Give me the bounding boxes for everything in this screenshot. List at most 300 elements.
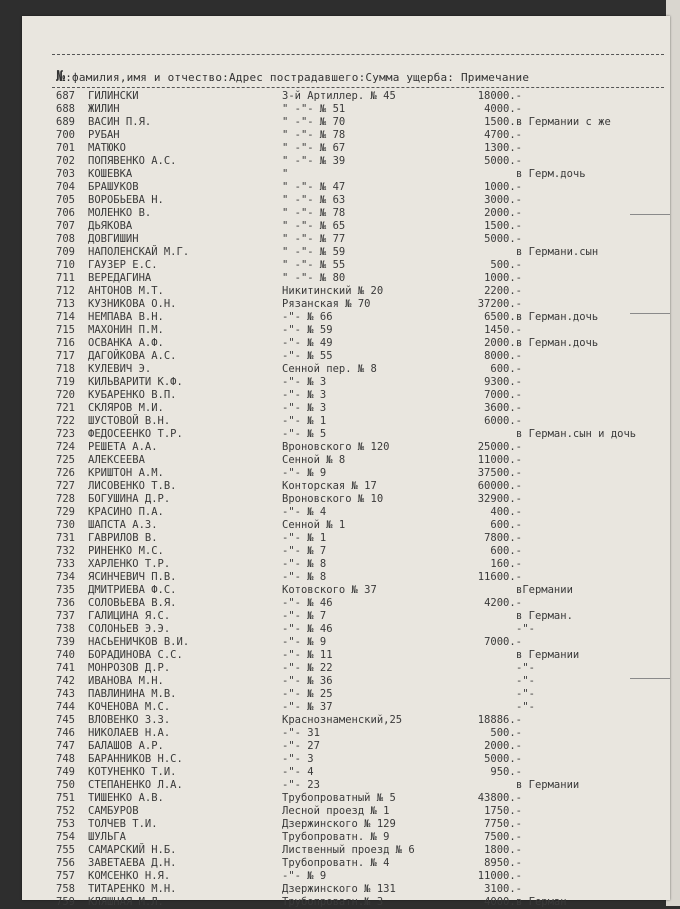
record-number: 726 — [56, 467, 75, 479]
record-name: СОЛОВЬЕВА В.Я. — [88, 597, 177, 609]
record-number: 735 — [56, 584, 75, 596]
record-amount: 1500.- — [484, 116, 522, 128]
record-number: 716 — [56, 337, 75, 349]
record-amount: 1300.- — [484, 142, 522, 154]
table-row — [54, 545, 668, 558]
table-row — [54, 298, 668, 311]
record-number: 756 — [56, 857, 75, 869]
record-name: ФЕДОСЕЕНКО Т.Р. — [88, 428, 183, 440]
table-row — [54, 623, 668, 636]
record-note: в Герман — [516, 896, 567, 908]
record-amount: 600.- — [490, 545, 522, 557]
record-name: НИКОЛАЕВ Н.А. — [88, 727, 171, 739]
record-note: -"- — [516, 662, 535, 674]
record-amount: 6500.- — [484, 311, 522, 323]
record-address: Трубопроватн.№ 3 — [282, 896, 384, 908]
header-num-sign: № — [56, 67, 66, 85]
record-address: -"- № 11 — [282, 649, 333, 661]
record-number: 687 — [56, 90, 75, 102]
record-number: 738 — [56, 623, 75, 635]
record-name: КОТУНЕНКО Т.И. — [88, 766, 177, 778]
record-name: ЗАВЕТАЕВА Д.Н. — [88, 857, 177, 869]
table-row — [54, 805, 668, 818]
record-amount: 7800.- — [484, 532, 522, 544]
record-note: в Германии — [516, 779, 580, 791]
table-row — [54, 454, 668, 467]
table-row — [54, 415, 668, 428]
table-row — [54, 740, 668, 753]
table-row — [54, 116, 668, 129]
record-name: САМАРСКИЙ Н.Б. — [88, 844, 177, 856]
record-address: Трубопроватн. № 9 — [282, 831, 390, 843]
table-row — [54, 90, 668, 103]
record-amount: 400.- — [490, 506, 522, 518]
table-row — [54, 870, 668, 883]
record-name: АЛЕКСЕЕВА — [88, 454, 145, 466]
record-number: 727 — [56, 480, 75, 492]
record-name: КРАСИНО П.А. — [88, 506, 164, 518]
record-number: 728 — [56, 493, 75, 505]
table-row — [54, 818, 668, 831]
record-note: -"- — [516, 688, 535, 700]
record-address: 3-й Артиллер. № 45 — [282, 90, 396, 102]
record-number: 745 — [56, 714, 75, 726]
record-address: " -"- № 47 — [282, 181, 346, 193]
record-amount: 1800.- — [484, 844, 522, 856]
record-number: 742 — [56, 675, 75, 687]
record-note: -"- — [516, 623, 535, 635]
header-columns: :фамилия,имя и отчество:Адрес пострадавшего:Сумма ущерба: Примечание — [65, 71, 530, 84]
record-number: 729 — [56, 506, 75, 518]
record-number: 737 — [56, 610, 75, 622]
record-amount: 60000.- — [477, 480, 522, 492]
table-row — [54, 831, 668, 844]
table-row — [54, 844, 668, 857]
table-row — [54, 233, 668, 246]
binding-mark — [630, 678, 670, 679]
table-row — [54, 467, 668, 480]
record-number: 701 — [56, 142, 75, 154]
record-name: ИВАНОВА М.Н. — [88, 675, 164, 687]
record-number: 720 — [56, 389, 75, 401]
table-row — [54, 610, 668, 623]
record-name: МАТЮКО — [88, 142, 126, 154]
record-address: -"- № 7 — [282, 610, 327, 622]
record-amount: 4200.- — [484, 597, 522, 609]
table-row — [54, 675, 668, 688]
record-address: Трубопроватный № 5 — [282, 792, 396, 804]
record-name: ДАГОЙКОВА А.С. — [88, 350, 177, 362]
table-row — [54, 103, 668, 116]
record-address: -"- № 1 — [282, 415, 327, 427]
record-name: МОНРОЗОВ Д.Р. — [88, 662, 171, 674]
record-number: 712 — [56, 285, 75, 297]
record-amount: 7500.- — [484, 831, 522, 843]
record-amount: 7000.- — [484, 636, 522, 648]
record-name: РИНЕНКО М.С. — [88, 545, 164, 557]
record-address: Вроновского № 120 — [282, 441, 390, 453]
table-row — [54, 129, 668, 142]
document-page — [22, 16, 670, 908]
record-name: ТИШЕНКО А.В. — [88, 792, 164, 804]
record-name: ВЛОВЕНКО З.З. — [88, 714, 171, 726]
record-name: ТИТАРЕНКО М.Н. — [88, 883, 177, 895]
record-name: РЕШЕТА А.А. — [88, 441, 158, 453]
table-row — [54, 649, 668, 662]
record-number: 758 — [56, 883, 75, 895]
record-number: 734 — [56, 571, 75, 583]
record-address: " -"- № 80 — [282, 272, 346, 284]
record-address: -"- № 46 — [282, 623, 333, 635]
table-row — [54, 688, 668, 701]
record-name: ДМИТРИЕВА Ф.С. — [88, 584, 177, 596]
record-name: ВОРОБЬЕВА Н. — [88, 194, 164, 206]
record-amount: 1500.- — [484, 220, 522, 232]
record-name: АНТОНОВ М.Т. — [88, 285, 164, 297]
record-number: 713 — [56, 298, 75, 310]
record-amount: 5000.- — [484, 753, 522, 765]
record-address: " -"- № 63 — [282, 194, 346, 206]
record-amount: 18886.- — [477, 714, 522, 726]
record-number: 757 — [56, 870, 75, 882]
record-name: БОГУШИНА Д.Р. — [88, 493, 171, 505]
record-address: -"- № 36 — [282, 675, 333, 687]
record-address: -"- № 9 — [282, 636, 327, 648]
record-address: Котовского № 37 — [282, 584, 377, 596]
table-row — [54, 558, 668, 571]
record-name: КУБАРЕНКО В.П. — [88, 389, 177, 401]
record-address: " -"- № 59 — [282, 246, 346, 258]
record-address: " -"- № 67 — [282, 142, 346, 154]
record-address: -"- № 49 — [282, 337, 333, 349]
record-amount: 8950.- — [484, 857, 522, 869]
record-number: 723 — [56, 428, 75, 440]
record-amount: 600.- — [490, 363, 522, 375]
table-row — [54, 597, 668, 610]
record-number: 721 — [56, 402, 75, 414]
record-amount: 11000.- — [477, 870, 522, 882]
table-row — [54, 571, 668, 584]
record-number: 731 — [56, 532, 75, 544]
record-amount: 950.- — [490, 766, 522, 778]
table-row — [54, 714, 668, 727]
table-row — [54, 220, 668, 233]
record-name: НАСЬЕНИЧКОВ В.И. — [88, 636, 190, 648]
record-number: 709 — [56, 246, 75, 258]
record-address: -"- № 25 — [282, 688, 333, 700]
record-note: в Германи.сын — [516, 246, 599, 258]
record-name: ГАУЗЕР Е.С. — [88, 259, 158, 271]
record-address: -"- № 9 — [282, 467, 327, 479]
record-number: 724 — [56, 441, 75, 453]
record-number: 706 — [56, 207, 75, 219]
record-number: 702 — [56, 155, 75, 167]
record-address: -"- № 22 — [282, 662, 333, 674]
record-amount: 1000.- — [484, 272, 522, 284]
record-number: 711 — [56, 272, 75, 284]
table-row — [54, 480, 668, 493]
record-name: ЯСИНЧЕВИЧ П.В. — [88, 571, 177, 583]
record-address: Лесной проезд № 1 — [282, 805, 390, 817]
record-amount: 1000.- — [484, 181, 522, 193]
table-row — [54, 168, 668, 181]
record-note: -"- — [516, 675, 535, 687]
table-row — [54, 142, 668, 155]
record-name: ПОПЯВЕНКО А.С. — [88, 155, 177, 167]
record-address: -"- № 37 — [282, 701, 333, 713]
table-row — [54, 324, 668, 337]
record-address: Конторская № 17 — [282, 480, 377, 492]
record-amount: 4000.- — [484, 896, 522, 908]
table-row — [54, 701, 668, 714]
record-amount: 5000.- — [484, 155, 522, 167]
record-address: -"- № 8 — [282, 558, 327, 570]
record-number: 717 — [56, 350, 75, 362]
record-amount: 1450.- — [484, 324, 522, 336]
record-amount: 3000.- — [484, 194, 522, 206]
record-number: 740 — [56, 649, 75, 661]
table-row — [54, 662, 668, 675]
record-amount: 43800.- — [477, 792, 522, 804]
record-address: -"- № 7 — [282, 545, 327, 557]
record-name: БАРАННИКОВ Н.С. — [88, 753, 183, 765]
record-address: Лиственный проезд № 6 — [282, 844, 415, 856]
table-row — [54, 532, 668, 545]
record-name: ШУЛЬГА — [88, 831, 126, 843]
record-number: 718 — [56, 363, 75, 375]
table-row — [54, 363, 668, 376]
record-name: ТОЛЧЕВ Т.И. — [88, 818, 158, 830]
record-address: -"- № 3 — [282, 376, 327, 388]
table-row — [54, 727, 668, 740]
table-row — [54, 766, 668, 779]
record-amount: 5000.- — [484, 233, 522, 245]
record-address: Сенной пер. № 8 — [282, 363, 377, 375]
table-row — [54, 155, 668, 168]
record-name: ГАВРИЛОВ В. — [88, 532, 158, 544]
table-row — [54, 272, 668, 285]
record-name: ОСВАНКА А.Ф. — [88, 337, 164, 349]
record-name: БАЛАШОВ А.Р. — [88, 740, 164, 752]
record-amount: 37200.- — [477, 298, 522, 310]
record-number: 719 — [56, 376, 75, 388]
table-row — [54, 857, 668, 870]
record-amount: 600.- — [490, 519, 522, 531]
record-number: 708 — [56, 233, 75, 245]
table-row — [54, 584, 668, 597]
record-number: 700 — [56, 129, 75, 141]
record-note: в Герман.сын и дочь — [516, 428, 637, 440]
record-address: " -"- № 55 — [282, 259, 346, 271]
record-amount: 6000.- — [484, 415, 522, 427]
record-number: 725 — [56, 454, 75, 466]
record-number: 705 — [56, 194, 75, 206]
record-amount: 500.- — [490, 259, 522, 271]
table-row — [54, 259, 668, 272]
record-address: -"- № 3 — [282, 389, 327, 401]
record-number: 733 — [56, 558, 75, 570]
record-address: -"- № 8 — [282, 571, 327, 583]
record-amount: 9300.- — [484, 376, 522, 388]
record-address: -"- № 46 — [282, 597, 333, 609]
binding-mark — [630, 313, 670, 314]
record-name: КИЛЬВАРИТИ К.Ф. — [88, 376, 183, 388]
record-amount: 25000.- — [477, 441, 522, 453]
record-amount: 3600.- — [484, 402, 522, 414]
record-address: Краснознаменский,25 — [282, 714, 403, 726]
record-address: -"- № 5 — [282, 428, 327, 440]
record-name: ШУСТОВОЙ В.Н. — [88, 415, 171, 427]
record-note: в Герман. — [516, 610, 573, 622]
record-name: КУЛЕВИЧ Э. — [88, 363, 152, 375]
table-row — [54, 883, 668, 896]
record-name: КОМСЕНКО Н.Я. — [88, 870, 171, 882]
record-amount: 37500.- — [477, 467, 522, 479]
record-number: 688 — [56, 103, 75, 115]
record-address: Сенной № 1 — [282, 519, 346, 531]
record-address: " — [282, 168, 289, 180]
record-address: " -"- № 77 — [282, 233, 346, 245]
record-number: 703 — [56, 168, 75, 180]
table-row — [54, 896, 668, 909]
record-note: в Германии с же — [516, 116, 611, 128]
record-name: БРАШУКОВ — [88, 181, 139, 193]
record-name: ГАЛИЦИНА Я.С. — [88, 610, 171, 622]
record-name: ХАРЛЕНКО Т.Р. — [88, 558, 171, 570]
record-amount: 2000.- — [484, 207, 522, 219]
record-name: САМБУРОВ — [88, 805, 139, 817]
record-number: 722 — [56, 415, 75, 427]
record-address: Трубопроватн. № 4 — [282, 857, 390, 869]
table-row — [54, 506, 668, 519]
record-amount: 7000.- — [484, 389, 522, 401]
table-row — [54, 792, 668, 805]
record-address: " -"- № 70 — [282, 116, 346, 128]
record-address: " -"- № 39 — [282, 155, 346, 167]
table-row — [54, 285, 668, 298]
record-amount: 4000.- — [484, 103, 522, 115]
record-address: -"- № 1 — [282, 532, 327, 544]
record-amount: 2000.- — [484, 337, 522, 349]
record-name: МОЛЕНКО В. — [88, 207, 152, 219]
record-note: в Герман.дочь — [516, 311, 599, 323]
record-address: Вроновского № 10 — [282, 493, 384, 505]
record-number: 732 — [56, 545, 75, 557]
record-note: в Герман.дочь — [516, 337, 599, 349]
table-row — [54, 194, 668, 207]
record-amount: 4700.- — [484, 129, 522, 141]
record-address: -"- № 59 — [282, 324, 333, 336]
record-address: " -"- № 78 — [282, 129, 346, 141]
record-address: -"- 31 — [282, 727, 320, 739]
record-address: " -"- № 51 — [282, 103, 346, 115]
record-name: ВАСИН П.Я. — [88, 116, 152, 128]
record-number: 743 — [56, 688, 75, 700]
record-name: КОШЕВКА — [88, 168, 133, 180]
record-name: НАПОЛЕНСКАЙ М.Г. — [88, 246, 190, 258]
record-number: 747 — [56, 740, 75, 752]
record-address: Сенной № 8 — [282, 454, 346, 466]
record-amount: 2200.- — [484, 285, 522, 297]
table-row — [54, 402, 668, 415]
record-name: КРИШТОН А.М. — [88, 467, 164, 479]
record-number: 749 — [56, 766, 75, 778]
record-number: 755 — [56, 844, 75, 856]
record-amount: 11600.- — [477, 571, 522, 583]
record-name: ЛИСОВЕНКО Т.В. — [88, 480, 177, 492]
record-amount: 18000.- — [477, 90, 522, 102]
record-name: ВЕРЕДАГИНА — [88, 272, 152, 284]
record-address: Дзержинского № 131 — [282, 883, 396, 895]
record-name: СКЛЯРОВ М.И. — [88, 402, 164, 414]
record-name: КУЗНИКОВА О.Н. — [88, 298, 177, 310]
table-row — [54, 636, 668, 649]
table-row — [54, 337, 668, 350]
record-note: в Герм.дочь — [516, 168, 586, 180]
record-name: БОРАДИНОВА С.С. — [88, 649, 183, 661]
record-number: 704 — [56, 181, 75, 193]
record-address: -"- № 55 — [282, 350, 333, 362]
records-list — [54, 90, 668, 909]
record-address: Никитинский № 20 — [282, 285, 384, 297]
record-name: НЕМПАВА В.Н. — [88, 311, 164, 323]
record-number: 751 — [56, 792, 75, 804]
record-number: 714 — [56, 311, 75, 323]
record-amount: 3100.- — [484, 883, 522, 895]
record-address: -"- № 3 — [282, 402, 327, 414]
table-row — [54, 376, 668, 389]
record-number: 746 — [56, 727, 75, 739]
record-address: " -"- № 78 — [282, 207, 346, 219]
record-number: 710 — [56, 259, 75, 271]
record-name: ПАВЛИНИНА М.В. — [88, 688, 177, 700]
record-name: СТЕПАНЕНКО Л.А. — [88, 779, 183, 791]
record-number: 707 — [56, 220, 75, 232]
record-amount: 32900.- — [477, 493, 522, 505]
record-number: 752 — [56, 805, 75, 817]
record-address: Рязанская № 70 — [282, 298, 371, 310]
record-name: ДЬЯКОВА — [88, 220, 133, 232]
record-address: -"- 27 — [282, 740, 320, 752]
record-name: ГИЛИНСКИ — [88, 90, 139, 102]
record-number: 730 — [56, 519, 75, 531]
record-name: МАХОНИН П.М. — [88, 324, 164, 336]
record-amount: 500.- — [490, 727, 522, 739]
record-address: -"- № 9 — [282, 870, 327, 882]
table-row — [54, 519, 668, 532]
record-number: 750 — [56, 779, 75, 791]
record-amount: 1750.- — [484, 805, 522, 817]
record-number: 741 — [56, 662, 75, 674]
record-address: -"- 23 — [282, 779, 320, 791]
record-name: ЖИЛИН — [88, 103, 120, 115]
table-row — [54, 311, 668, 324]
record-number: 744 — [56, 701, 75, 713]
table-row — [54, 493, 668, 506]
table-row — [54, 779, 668, 792]
record-amount: 2000.- — [484, 740, 522, 752]
record-note: вГермании — [516, 584, 573, 596]
record-amount: 160.- — [490, 558, 522, 570]
table-row — [54, 207, 668, 220]
record-number: 753 — [56, 818, 75, 830]
record-number: 689 — [56, 116, 75, 128]
record-number: 736 — [56, 597, 75, 609]
record-number: 739 — [56, 636, 75, 648]
record-number: 715 — [56, 324, 75, 336]
binding-mark — [630, 214, 670, 215]
record-amount: 7750.- — [484, 818, 522, 830]
